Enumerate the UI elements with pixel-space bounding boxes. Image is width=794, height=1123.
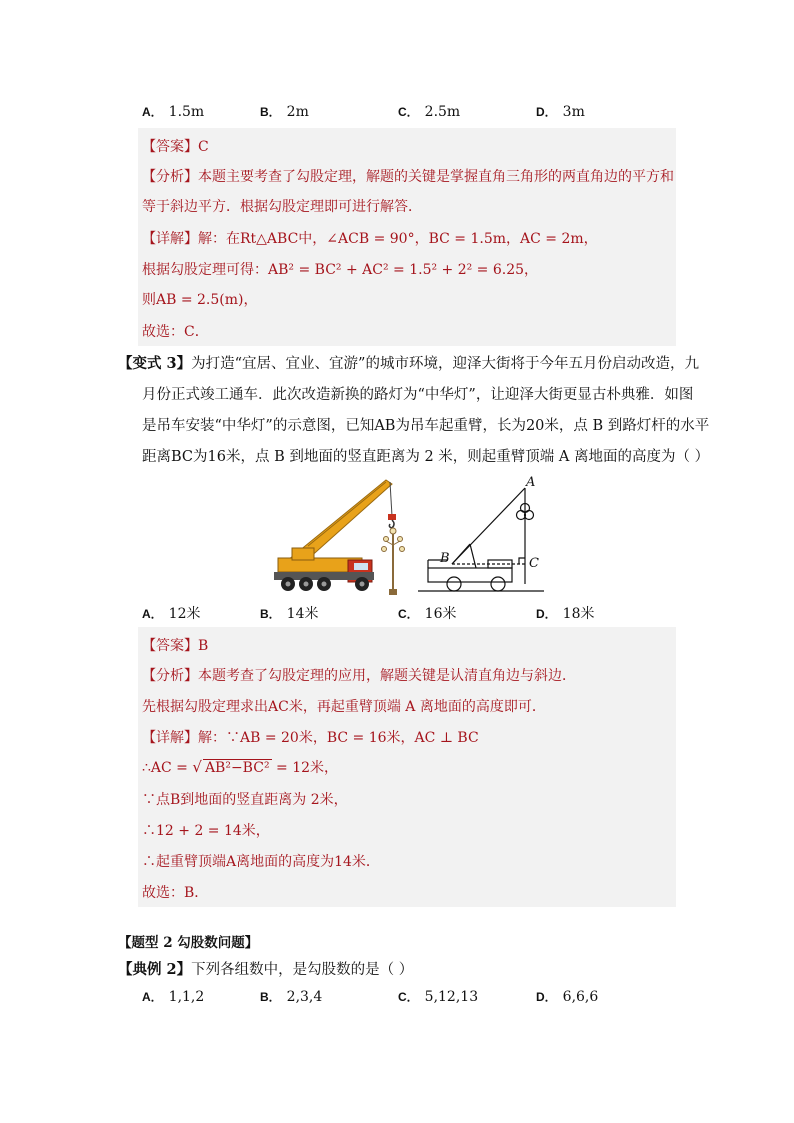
schematic-diagram — [418, 474, 554, 596]
example-options — [142, 988, 682, 1010]
analysis-line-2: 先根据勾股定理求出AC米，再起重臂顶端 A 离地面的高度即可． — [142, 699, 546, 715]
label-b: B — [440, 551, 450, 566]
question-line-3: 是吊车安装“中华灯”的示意图，已知AB为吊车起重臂，长为20米，点 B 到路灯杆的水平 — [142, 418, 710, 434]
detail-line: 【详解】解：在Rt△ABC中，∠ACB = 90°，BC = 1.5m，AC = 2m， — [142, 231, 598, 247]
label-c: C — [529, 556, 539, 571]
option-d[interactable]: D． 6,6,6 — [536, 989, 599, 1005]
label-a: A — [526, 475, 536, 490]
solution-box-2 — [138, 627, 676, 907]
question-line-2: 月份正式竣工通车．此次改造新换的路灯为“中华灯”，让迎泽大街更显古朴典雅．如图 — [142, 387, 694, 403]
option-b[interactable]: B． 2,3,4 — [260, 989, 323, 1005]
prev-question-options — [142, 103, 682, 125]
conclusion-line: 故选：B． — [142, 885, 209, 901]
solution-box-1 — [138, 128, 676, 346]
detail-line-4: ∴12 + 2 = 14米， — [142, 823, 270, 839]
option-d[interactable]: D． 18米 — [536, 606, 595, 622]
analysis-line: 【分析】本题主要考查了勾股定理，解题的关键是掌握直角三角形的两直角边的平方和 — [142, 169, 674, 185]
question-line-4: 距离BC为16米，点 B 到地面的竖直距离为 2 米，则起重臂顶端 A 离地面的高度为（ ） — [142, 449, 710, 465]
option-a[interactable]: A． 1.5m — [142, 104, 205, 120]
option-c[interactable]: C． 2.5m — [398, 104, 461, 120]
conclusion-line: 故选：C． — [142, 324, 209, 340]
detail-line-3: ∵点B到地面的竖直距离为 2米， — [142, 792, 348, 808]
example-question: 【典例 2】下列各组数中，是勾股数的是（ ） — [118, 961, 414, 978]
option-c[interactable]: C． 16米 — [398, 606, 457, 622]
detail-line-2: 根据勾股定理可得：AB² = BC² + AC² = 1.5² + 2² = 6.25， — [142, 262, 539, 278]
question-line-1: 【变式 3】为打造“宜居、宜业、宜游”的城市环境，迎泽大街将于今年五月份启动改造，九 — [118, 355, 699, 372]
option-b[interactable]: B． 14米 — [260, 606, 319, 622]
detail-line-5: ∴起重臂顶端A离地面的高度为14米． — [142, 854, 380, 870]
detail-line: 【详解】解：∵AB = 20米，BC = 16米，AC ⊥ BC — [142, 730, 479, 746]
option-a[interactable]: A． 12米 — [142, 606, 201, 622]
section-heading: 【题型 2 勾股数问题】 — [118, 935, 259, 951]
variant3-options — [142, 603, 682, 625]
detail-line-3: 则AB = 2.5(m)， — [142, 292, 258, 308]
option-a[interactable]: A． 1,1,2 — [142, 989, 205, 1005]
detail-line-2: ∴AC = √ AB²−BC² = 12米， — [142, 758, 339, 776]
option-b[interactable]: B． 2m — [260, 104, 309, 120]
answer-line: 【答案】B — [142, 638, 209, 654]
answer-line: 【答案】C — [142, 139, 209, 155]
analysis-line: 【分析】本题考查了勾股定理的应用，解题关键是认清直角边与斜边． — [142, 668, 576, 684]
analysis-line-2: 等于斜边平方．根据勾股定理即可进行解答． — [142, 199, 422, 215]
option-c[interactable]: C． 5,12,13 — [398, 989, 479, 1005]
option-d[interactable]: D． 3m — [536, 104, 585, 120]
street-lamp-illustration — [378, 525, 408, 597]
